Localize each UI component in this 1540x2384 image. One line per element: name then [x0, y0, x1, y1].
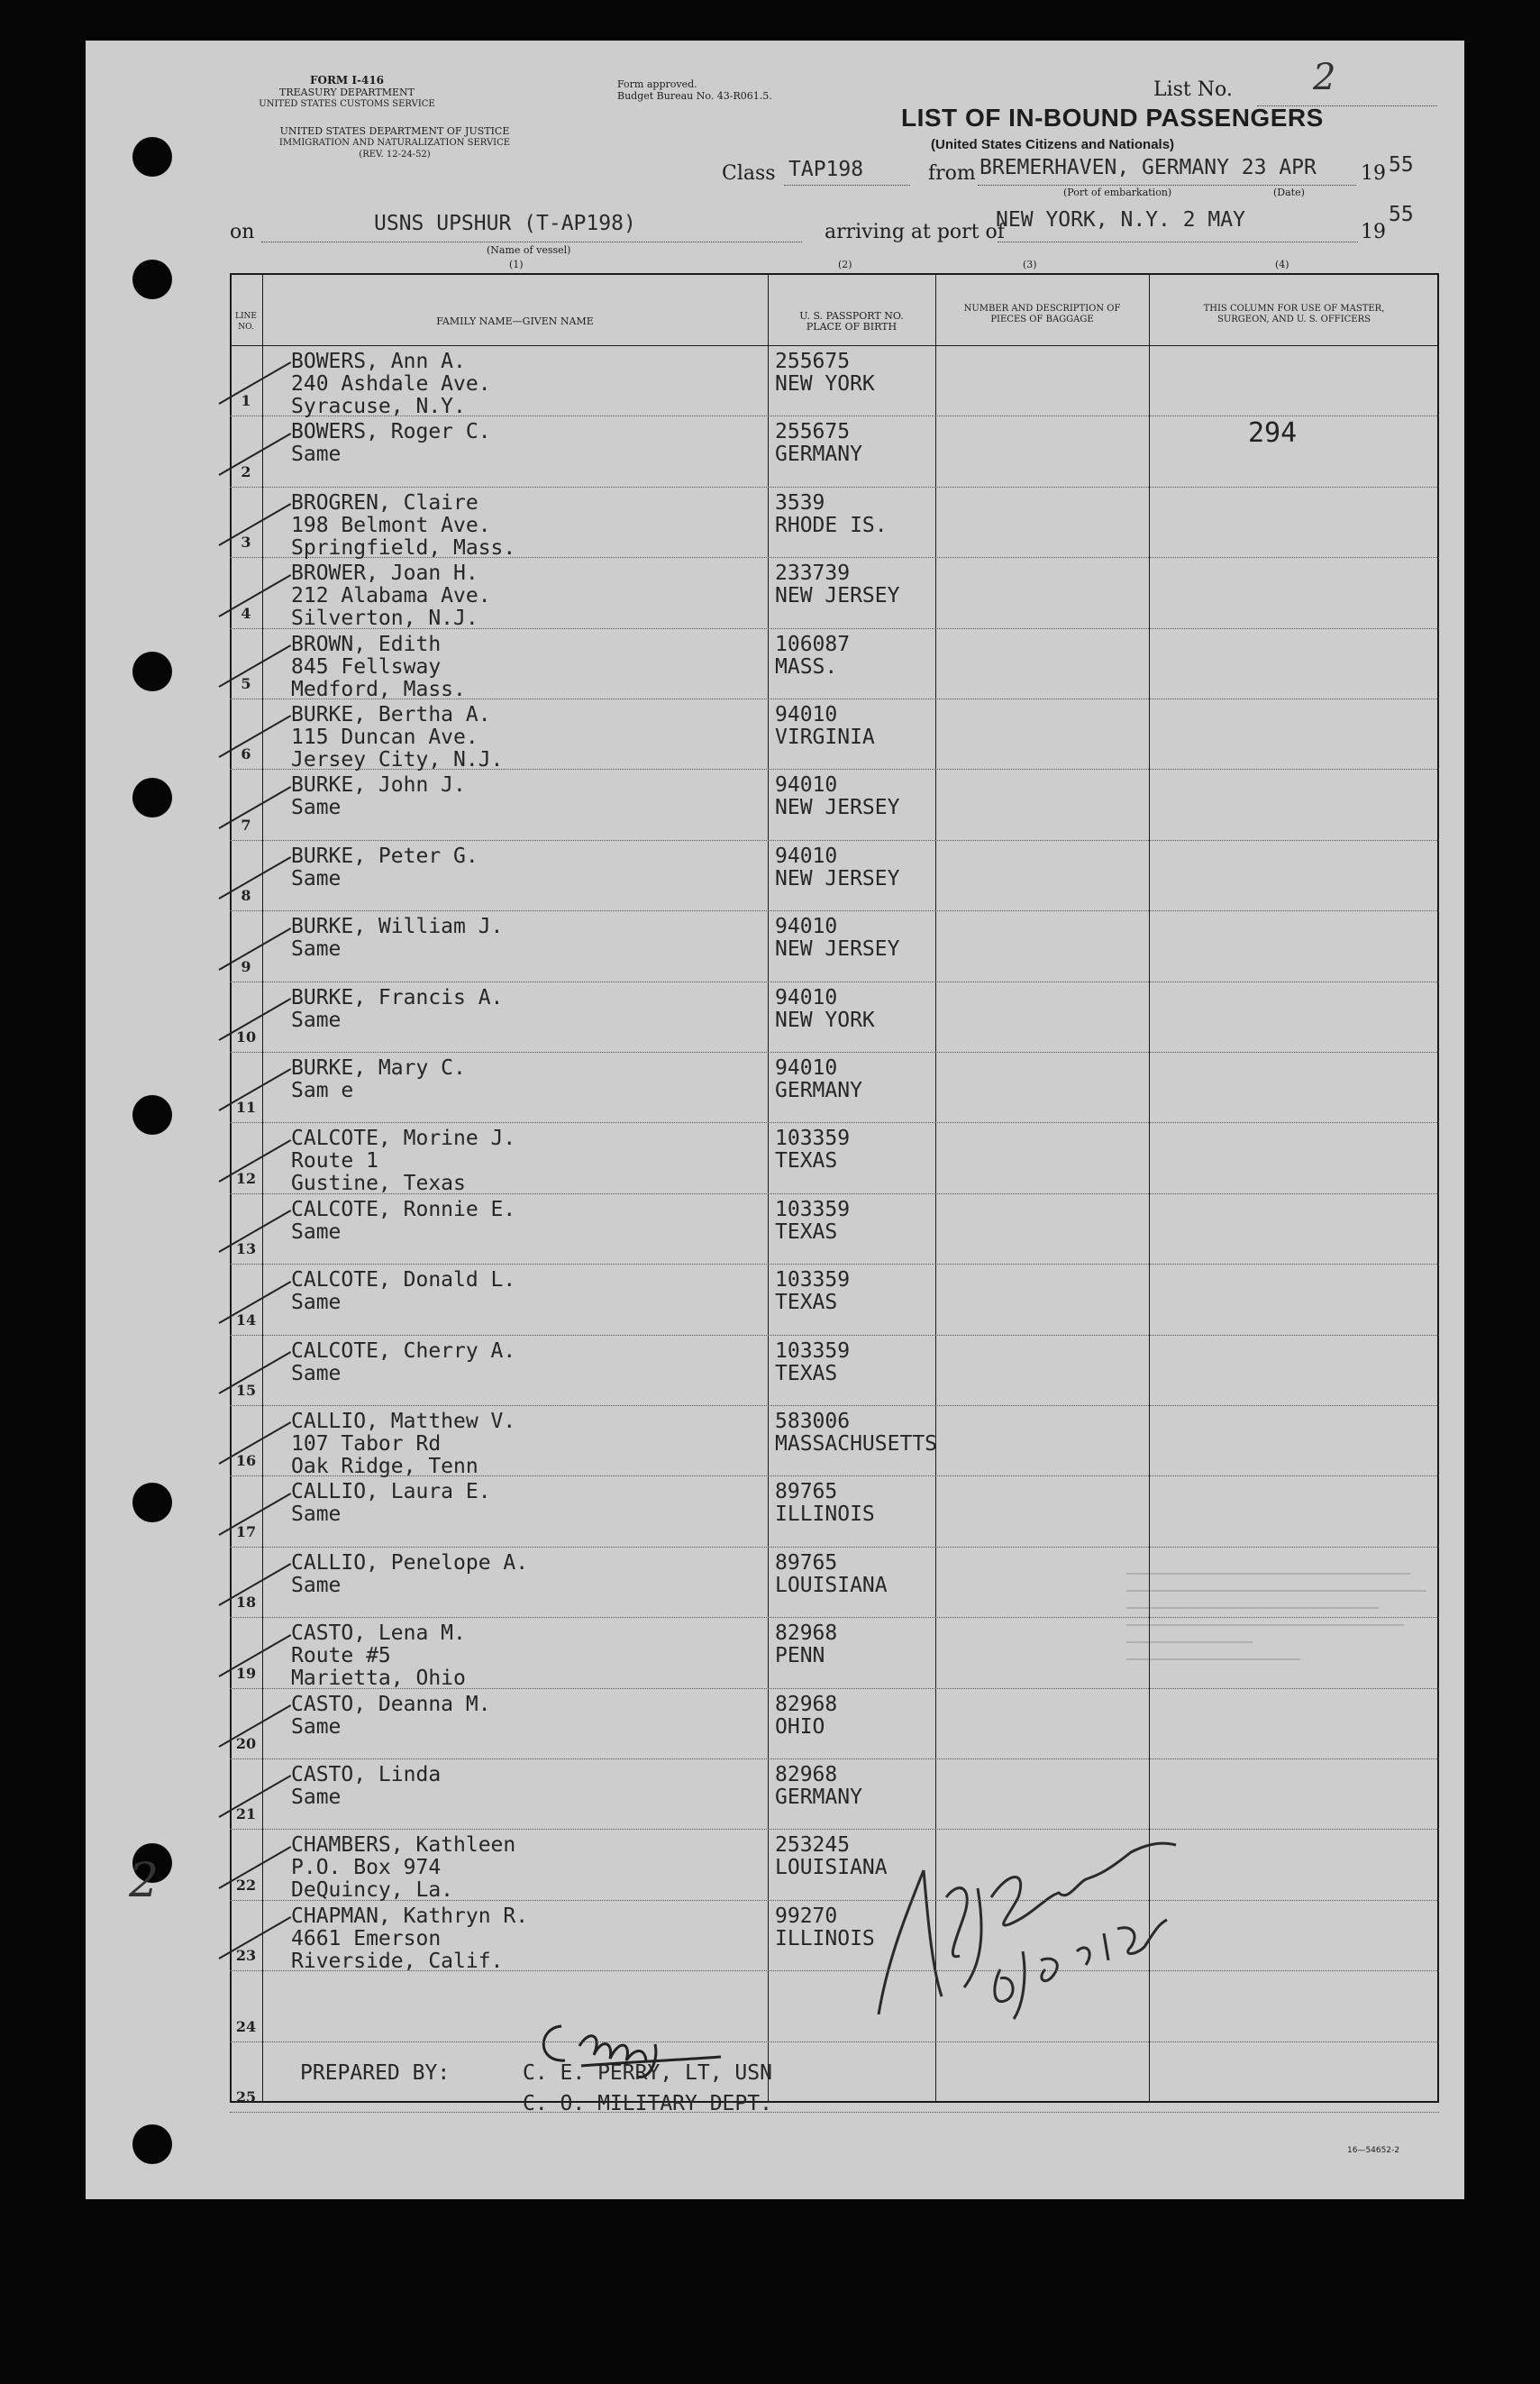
passenger-address: Riverside, Calif.: [291, 1949, 504, 1973]
binder-hole: [132, 778, 172, 818]
passenger-address: [291, 1739, 491, 1761]
passenger-address: Same: [291, 1503, 342, 1527]
place-of-birth: NEW JERSEY: [775, 937, 900, 962]
passenger-entry: [291, 1834, 515, 1902]
passenger-name: BURKE, Mary C.: [291, 1056, 466, 1080]
place-of-birth: GERMANY: [775, 443, 862, 467]
passenger-address: Route #5: [291, 1644, 391, 1668]
place-of-birth: NEW YORK: [775, 1008, 875, 1032]
passenger-address: 115 Duncan Ave.: [291, 726, 478, 749]
column-header-passport: U. S. PASSPORT NO. PLACE OF BIRTH: [799, 310, 904, 333]
agency-customs: UNITED STATES CUSTOMS SERVICE: [259, 99, 435, 109]
passenger-address: Same: [291, 443, 342, 467]
passport-entry: [775, 774, 899, 819]
arrival-value: NEW YORK, N.Y. 2 MAY: [996, 208, 1245, 232]
manifest-page: [86, 41, 1464, 2199]
column-index-3: (3): [1023, 259, 1037, 270]
form-approved: Form approved.: [617, 78, 697, 90]
passport-number: 3539: [775, 490, 825, 515]
passport-number: 103359: [775, 1197, 851, 1221]
page-title: LIST OF IN-BOUND PASSENGERS: [901, 104, 1324, 132]
place-of-birth: ILLINOIS: [775, 1503, 875, 1527]
arrival-year: 55: [1389, 203, 1414, 226]
line-number: 6: [241, 745, 251, 763]
passenger-address: Same: [291, 1786, 342, 1809]
passport-number: 94010: [775, 703, 838, 726]
prepared-by-line1: C. E. PERRY, LT, USN: [523, 2061, 772, 2085]
passport-entry: [775, 492, 888, 537]
budget-bureau: Budget Bureau No. 43-R061.5.: [617, 90, 772, 102]
place-of-birth: TEXAS: [775, 1219, 838, 1244]
passenger-address: 212 Alabama Ave.: [291, 584, 491, 608]
column-index-4: (4): [1275, 259, 1289, 270]
from-line: [978, 185, 1356, 186]
passenger-name: BURKE, Bertha A.: [291, 703, 491, 726]
passport-number: 583006: [775, 1410, 851, 1433]
passenger-name: BOWERS, Roger C.: [291, 420, 491, 444]
passenger-entry: [291, 1057, 466, 1125]
binder-hole: [132, 1483, 172, 1522]
passport-number: 233739: [775, 562, 851, 586]
line-number: 1: [241, 392, 251, 410]
passenger-entry: [291, 562, 491, 630]
passenger-entry: [291, 704, 503, 772]
passenger-address: [291, 1526, 491, 1548]
passenger-address: Silverton, N.J.: [291, 607, 478, 631]
column-header-officers: THIS COLUMN FOR USE OF MASTER, SURGEON, AND U. S. OFFICERS: [1203, 304, 1385, 324]
column-header-name: FAMILY NAME—GIVEN NAME: [436, 315, 594, 327]
passenger-entry: [291, 1552, 528, 1620]
passenger-entry: [291, 1199, 515, 1266]
passport-number: 82968: [775, 1763, 838, 1786]
passenger-address: DeQuincy, La.: [291, 1878, 454, 1903]
class-line: [784, 185, 910, 186]
passport-number: 94010: [775, 773, 838, 798]
passenger-address: 845 Fellsway: [291, 654, 442, 679]
passenger-name: BURKE, William J.: [291, 915, 504, 939]
agency-treasury: TREASURY DEPARTMENT: [279, 87, 415, 98]
passenger-entry: [291, 1340, 515, 1408]
passenger-name: CASTO, Deanna M.: [291, 1692, 491, 1716]
line-number: 24: [235, 2017, 257, 2035]
revision-date: (REV. 12-24-52): [359, 150, 431, 160]
passenger-address: Jersey City, N.J.: [291, 748, 504, 772]
passenger-address: Same: [291, 1291, 342, 1315]
passenger-address: Oak Ridge, Tenn: [291, 1455, 478, 1478]
passenger-name: CALCOTE, Ronnie E.: [291, 1197, 516, 1221]
line-number: 11: [235, 1099, 257, 1117]
passport-number: 99270: [775, 1904, 838, 1928]
binder-hole: [132, 2124, 172, 2164]
passport-entry: [775, 1764, 862, 1809]
passport-entry: [775, 421, 862, 466]
line-number: 4: [241, 604, 251, 622]
from-year: 55: [1389, 153, 1414, 177]
passenger-name: CASTO, Lena M.: [291, 1621, 466, 1646]
passenger-address: Gustine, Texas: [291, 1172, 466, 1196]
passenger-address: Medford, Mass.: [291, 677, 466, 701]
passenger-name: CALLIO, Laura E.: [291, 1480, 491, 1504]
passenger-entry: [291, 634, 466, 701]
passenger-address: Same: [291, 1361, 342, 1385]
passenger-address: 198 Belmont Ave.: [291, 513, 491, 537]
bleed-through-text: [1126, 1573, 1442, 1807]
line-number: 21: [235, 1805, 257, 1823]
line-number: 25: [235, 2088, 257, 2105]
passenger-address: Same: [291, 1008, 342, 1032]
passport-number: 82968: [775, 1692, 838, 1716]
passenger-entry: [291, 845, 478, 913]
agency-block-justice: [219, 125, 570, 160]
from-year-prefix: 19: [1361, 162, 1386, 185]
place-of-birth: GERMANY: [775, 1079, 862, 1102]
passport-number: 253245: [775, 1833, 851, 1858]
passenger-address: Syracuse, N.Y.: [291, 395, 466, 418]
place-of-birth: NEW JERSEY: [775, 866, 900, 891]
passport-entry: [775, 1340, 850, 1385]
passenger-address: 240 Ashdale Ave.: [291, 372, 491, 396]
margin-mark: 2: [129, 1854, 159, 1908]
line-number: 9: [241, 957, 251, 975]
class-label: Class: [722, 162, 776, 185]
place-of-birth: TEXAS: [775, 1291, 838, 1315]
passenger-address: [291, 466, 491, 489]
passenger-entry: [291, 987, 503, 1055]
passport-entry: [775, 1552, 888, 1597]
passenger-address: 107 Tabor Rd: [291, 1432, 442, 1456]
passenger-address: [291, 1314, 515, 1337]
agency-ins: IMMIGRATION AND NATURALIZATION SERVICE: [278, 138, 511, 148]
passenger-name: CALLIO, Penelope A.: [291, 1550, 529, 1575]
form-id: FORM I-416: [309, 74, 385, 87]
passenger-name: BROWER, Joan H.: [291, 562, 478, 586]
passenger-entry: [291, 492, 515, 560]
passport-entry: [775, 1481, 875, 1526]
passenger-entry: [291, 1905, 528, 1973]
place-of-birth: LOUISIANA: [775, 1573, 888, 1597]
passport-number: 94010: [775, 1056, 838, 1080]
place-of-birth: GERMANY: [775, 1786, 862, 1809]
place-of-birth: RHODE IS.: [775, 513, 888, 537]
passport-entry: [775, 1411, 937, 1456]
passport-entry: [775, 1694, 837, 1739]
passenger-address: 4661 Emerson: [291, 1926, 442, 1950]
passenger-name: CALCOTE, Donald L.: [291, 1268, 516, 1292]
place-of-birth: LOUISIANA: [775, 1856, 888, 1880]
passenger-entry: [291, 774, 466, 842]
line-number: 15: [235, 1382, 257, 1399]
passport-entry: [775, 704, 875, 749]
passenger-address: Sam e: [291, 1079, 354, 1102]
place-of-birth: VIRGINIA: [775, 726, 875, 749]
passport-number: 89765: [775, 1550, 838, 1575]
passport-number: 106087: [775, 632, 851, 656]
passenger-entry: [291, 1269, 515, 1337]
line-number: 23: [235, 1947, 257, 1965]
passport-entry: [775, 1057, 862, 1102]
passport-entry: [775, 562, 899, 607]
on-label: on: [230, 221, 255, 243]
passenger-address: P.O. Box 974: [291, 1856, 442, 1880]
passport-entry: [775, 1622, 837, 1667]
passport-number: 94010: [775, 985, 838, 1009]
passenger-address: Same: [291, 1219, 342, 1244]
line-number: 7: [241, 816, 251, 834]
place-of-birth: NEW YORK: [775, 372, 875, 396]
line-number: 14: [235, 1311, 257, 1329]
passenger-name: CALLIO, Matthew V.: [291, 1410, 516, 1433]
passenger-entry: [291, 421, 491, 489]
binder-hole: [132, 137, 172, 177]
header-rule: [230, 345, 1439, 346]
passenger-name: CASTO, Linda: [291, 1763, 442, 1786]
passport-number: 94010: [775, 844, 838, 868]
place-of-birth: NEW JERSEY: [775, 796, 900, 820]
passenger-address: Marietta, Ohio: [291, 1667, 466, 1691]
line-number: 17: [235, 1522, 257, 1540]
line-number: 10: [235, 1028, 257, 1046]
passport-entry: [775, 634, 850, 679]
prepared-by-label: PREPARED BY:: [300, 2061, 451, 2085]
passenger-entry: [291, 351, 491, 418]
from-label: from: [928, 162, 976, 185]
passport-entry: [775, 1905, 875, 1950]
column-header-baggage: NUMBER AND DESCRIPTION OF PIECES OF BAGGAGE: [963, 304, 1121, 324]
line-number: 8: [241, 887, 251, 905]
passenger-name: BOWERS, Ann A.: [291, 350, 466, 373]
class-value: TAP198: [788, 158, 864, 181]
place-of-birth: TEXAS: [775, 1149, 838, 1174]
line-number: 20: [235, 1735, 257, 1752]
passenger-entry: [291, 1481, 491, 1548]
passenger-address: Route 1: [291, 1149, 378, 1174]
line-number: 2: [241, 462, 251, 480]
line-number: 13: [235, 1240, 257, 1258]
from-value: BREMERHAVEN, GERMANY 23 APR: [980, 156, 1317, 179]
date-caption: (Date): [1273, 187, 1305, 198]
passport-entry: [775, 1269, 850, 1314]
passenger-address: Same: [291, 937, 342, 962]
binder-hole: [132, 1095, 172, 1135]
prepared-by-line2: C. O. MILITARY DEPT.: [523, 2092, 772, 2115]
place-of-birth: OHIO: [775, 1714, 825, 1739]
passenger-address: Same: [291, 796, 342, 820]
passenger-address: [291, 819, 466, 842]
agency-block: [212, 75, 482, 110]
passport-number: 103359: [775, 1127, 851, 1151]
passenger-name: BURKE, Peter G.: [291, 844, 478, 868]
passenger-name: CHAPMAN, Kathryn R.: [291, 1904, 529, 1928]
passenger-name: CALCOTE, Morine J.: [291, 1127, 516, 1151]
port-caption: (Port of embarkation): [1063, 187, 1172, 198]
line-number: 16: [235, 1452, 257, 1470]
line-number: 3: [241, 534, 251, 552]
passenger-address: Same: [291, 866, 342, 891]
passenger-address: Springfield, Mass.: [291, 535, 516, 560]
place-of-birth: NEW JERSEY: [775, 584, 900, 608]
place-of-birth: ILLINOIS: [775, 1926, 875, 1950]
passenger-name: BROWN, Edith: [291, 632, 442, 656]
column-header-line-no: LINE NO.: [235, 312, 257, 332]
passport-entry: [775, 916, 899, 961]
arrival-year-prefix: 19: [1361, 221, 1386, 243]
vessel-value: USNS UPSHUR (T-AP198): [374, 212, 636, 235]
page-subtitle: (United States Citizens and Nationals): [931, 137, 1175, 152]
passenger-address: [291, 1809, 441, 1831]
passenger-address: [291, 1032, 503, 1055]
passport-entry: [775, 1128, 850, 1173]
passenger-address: Same: [291, 1714, 342, 1739]
passport-entry: [775, 987, 875, 1032]
list-number-label: List No.: [1153, 78, 1233, 101]
form-code: 16—54652-2: [1347, 2146, 1400, 2155]
passport-number: 103359: [775, 1268, 851, 1292]
place-of-birth: MASSACHUSETTS: [775, 1432, 938, 1456]
passenger-name: CHAMBERS, Kathleen: [291, 1833, 516, 1858]
passport-number: 94010: [775, 915, 838, 939]
passport-entry: [775, 351, 875, 396]
passenger-address: [291, 1244, 515, 1266]
passenger-address: [291, 1385, 515, 1408]
passenger-name: BURKE, Francis A.: [291, 985, 504, 1009]
agency-justice: UNITED STATES DEPARTMENT OF JUSTICE: [279, 125, 510, 137]
binder-hole: [132, 260, 172, 299]
line-number: 22: [235, 1876, 257, 1894]
passenger-entry: [291, 1128, 515, 1195]
passenger-entry: [291, 1694, 491, 1761]
vessel-caption: (Name of vessel): [487, 244, 571, 256]
passenger-address: [291, 891, 478, 913]
place-of-birth: TEXAS: [775, 1361, 838, 1385]
passenger-entry: [291, 1622, 466, 1690]
arriving-label: arriving at port of: [825, 221, 1005, 243]
passenger-address: [291, 1102, 466, 1125]
passenger-address: Same: [291, 1573, 342, 1597]
passport-entry: [775, 1199, 850, 1244]
passport-number: 255675: [775, 350, 851, 373]
line-number: 19: [235, 1664, 257, 1682]
passport-number: 89765: [775, 1480, 838, 1504]
row-rule: [230, 2041, 1439, 2042]
officer-note: 294: [1248, 417, 1298, 449]
place-of-birth: PENN: [775, 1644, 825, 1668]
line-number: 5: [241, 675, 251, 692]
row-rule: [230, 2112, 1439, 2113]
column-index-2: (2): [838, 259, 852, 270]
place-of-birth: MASS.: [775, 654, 838, 679]
passport-number: 103359: [775, 1338, 851, 1363]
passport-entry: [775, 1834, 888, 1879]
passenger-entry: [291, 1764, 441, 1831]
passenger-entry: [291, 1411, 515, 1478]
binder-hole: [132, 652, 172, 691]
passport-number: 82968: [775, 1621, 838, 1646]
passenger-address: [291, 1597, 528, 1620]
passenger-name: CALCOTE, Cherry A.: [291, 1338, 516, 1363]
passport-number: 255675: [775, 420, 851, 444]
line-number: 12: [235, 1169, 257, 1187]
column-index-1: (1): [509, 259, 524, 270]
passenger-entry: [291, 916, 503, 983]
passport-entry: [775, 845, 899, 891]
passenger-address: [291, 961, 503, 983]
line-number: 18: [235, 1594, 257, 1612]
passenger-name: BURKE, John J.: [291, 773, 466, 798]
list-number-value: 2: [1313, 57, 1336, 98]
passenger-name: BROGREN, Claire: [291, 490, 478, 515]
